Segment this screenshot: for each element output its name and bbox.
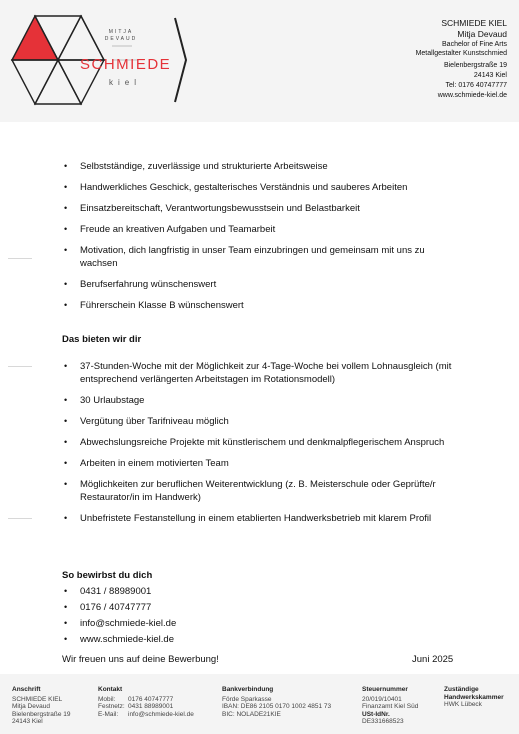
phone-mobile: • 0176 / 40747777 <box>62 601 462 614</box>
list-item: • Motivation, dich langfristig in unser Team einzubringen und gemeinsam mit uns zu wachsen <box>62 244 462 270</box>
footer-bank <box>222 686 331 718</box>
footer-line: DE331668523 <box>362 718 404 725</box>
footer-title: Zuständige <box>444 686 479 693</box>
list-item: • Einsatzbereitschaft, Verantwortungsbewusstsein und Belastbarkeit <box>62 202 462 215</box>
date: Juni 2025 <box>412 654 454 665</box>
list-item: • Arbeiten in einem motivierten Team <box>62 457 462 470</box>
list-item: • Unbefristete Festanstellung in einem etablierten Handwerksbetrieb mit klarem Profil <box>62 512 462 525</box>
requirements-list <box>62 160 462 312</box>
footer-line: Förde Sparkasse <box>222 695 272 703</box>
footer-address <box>12 686 71 726</box>
footer-title: Handwerkskammer <box>444 693 504 701</box>
list-item: • Vergütung über Tarifniveau möglich <box>62 415 462 428</box>
footer-line: Finanzamt Kiel Süd <box>362 703 419 710</box>
email-link[interactable]: • info@schmiede-kiel.de <box>62 617 462 630</box>
footer <box>0 674 519 734</box>
list-item: • Handwerkliches Geschick, gestalterisches Verständnis und sauberes Arbeiten <box>62 181 462 194</box>
list-item: • Selbstständige, zuverlässige und strukturierte Arbeitsweise <box>62 160 462 173</box>
footer-line: BIC: NOLADE21KIE <box>222 710 281 718</box>
company-name: SCHMIEDE KIEL <box>441 18 507 28</box>
degree: Bachelor of Fine Arts <box>442 41 507 48</box>
closing-text: Wir freuen uns auf deine Bewerbung! <box>62 654 219 665</box>
city: 24143 Kiel <box>473 72 507 79</box>
footer-line: SCHMIEDE KIEL <box>12 695 63 703</box>
street: Bielenbergstraße 19 <box>443 62 507 69</box>
profession: Metallgestalter Kunstschmied <box>415 50 507 57</box>
logo-wordmark: SCHMIEDE <box>80 56 172 73</box>
list-item: • 37-Stunden-Woche mit der Möglichkeit zur 4-Tage-Woche bei vollem Lohnausgleich (mit entsprechend verlängerten Arbeitstagen im Rotationsmodell) <box>62 360 462 386</box>
footer-line: 24143 Kiel <box>12 718 43 725</box>
footer-title: Anschrift <box>12 686 41 693</box>
footer-key: Festnetz: <box>98 703 125 710</box>
footer-value: 0176 40747777 <box>128 695 174 703</box>
logo-red-triangle <box>12 16 58 60</box>
footer-line: Bielenbergstraße 19 <box>12 710 71 718</box>
fold-mark <box>8 258 32 259</box>
footer-value: info@schmiede-kiel.de <box>128 710 194 718</box>
logo-mitja: MITJA <box>108 29 134 35</box>
logo-city: kiel <box>108 78 141 87</box>
footer-key: Mobil: <box>98 695 116 703</box>
website-link[interactable]: • www.schmiede-kiel.de <box>62 633 462 646</box>
footer-chamber <box>444 686 504 709</box>
hole-mark <box>8 366 32 367</box>
footer-line: 20/019/10401 <box>362 695 402 703</box>
footer-title: USt-IdNr. <box>362 710 390 718</box>
phone: Tel: 0176 40747777 <box>445 82 507 89</box>
sender-address <box>416 18 507 100</box>
phone-landline: • 0431 / 88989001 <box>62 585 462 598</box>
footer-title: Steuernummer <box>362 686 408 693</box>
list-item: • Möglichkeiten zur beruflichen Weiterentwicklung (z. B. Meisterschule oder Geprüfte/r Restaurator/in im Handwerk) <box>62 478 462 504</box>
footer-title: Bankverbindung <box>222 686 274 693</box>
footer-line: IBAN: DE86 2105 0170 1002 4851 73 <box>222 703 332 710</box>
footer-line: Mitja Devaud <box>12 703 50 710</box>
requirements-section <box>62 160 462 320</box>
fold-mark <box>8 518 32 519</box>
list-item: • Berufserfahrung wünschenswert <box>62 278 462 291</box>
letterhead <box>0 0 519 122</box>
list-item: • Freude an kreativen Aufgaben und Teamarbeit <box>62 223 462 236</box>
list-item: • Führerschein Klasse B wünschenswert <box>62 299 462 312</box>
apply-heading: So bewirbst du dich <box>62 570 153 581</box>
footer-key: E-Mail: <box>98 710 119 718</box>
offer-list <box>62 360 462 533</box>
offer-heading: Das bieten wir dir <box>62 334 142 345</box>
list-item: • 30 Urlaubstage <box>62 394 462 407</box>
logo-devaud: DEVAUD <box>104 36 138 42</box>
footer-value: 0431 88989001 <box>128 703 174 710</box>
footer-contact <box>98 686 194 718</box>
footer-line: HWK Lübeck <box>444 701 482 708</box>
list-item: • Abwechslungsreiche Projekte mit künstlerischem und denkmalpflegerischem Anspruch <box>62 436 462 449</box>
website: www.schmiede-kiel.de <box>437 92 507 99</box>
footer-title: Kontakt <box>98 686 123 693</box>
apply-list <box>62 585 462 649</box>
footer-tax <box>362 686 418 726</box>
owner-name: Mitja Devaud <box>457 29 507 39</box>
